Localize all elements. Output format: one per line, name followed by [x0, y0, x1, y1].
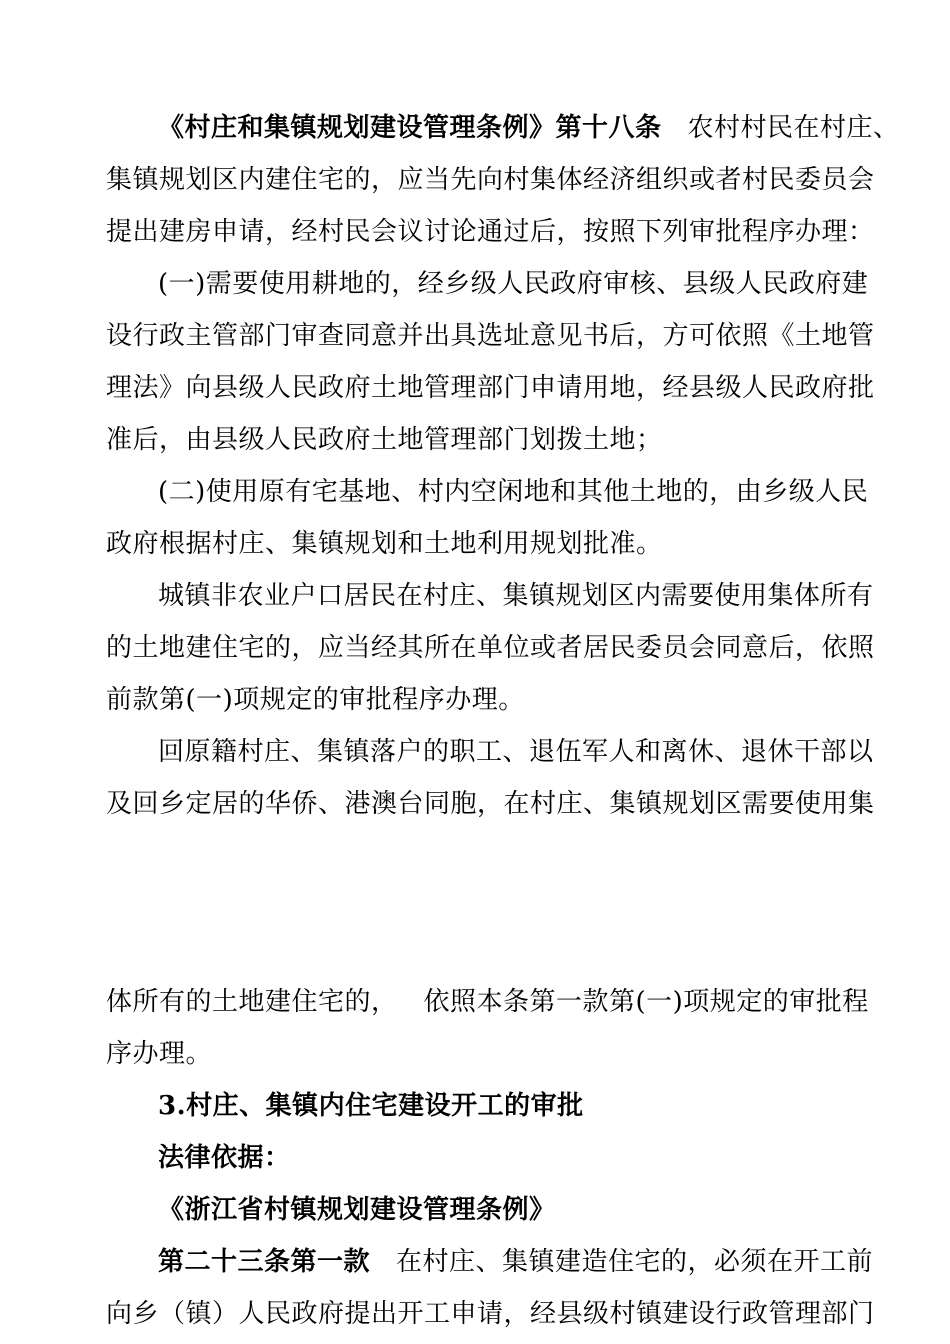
paragraph-line: 体所有的土地建住宅的， 依照本条第一款第(一)项规定的审批程 — [106, 987, 869, 1017]
paragraph-line: 序办理。 — [106, 1039, 213, 1069]
paragraph-line: 提出建房申请，经村民会议讨论通过后，按照下列审批程序办理： — [106, 217, 875, 247]
paragraph-line — [106, 102, 900, 154]
paragraph-line: 回原籍村庄、集镇落户的职工、退伍军人和离休、退休干部以 — [158, 737, 874, 767]
paragraph-line: 及回乡定居的华侨、港澳台同胞，在村庄、集镇规划区需要使用集 — [106, 789, 875, 819]
paragraph-line: 政府根据村庄、集镇规划和土地利用规划批准。 — [106, 529, 663, 559]
regulation-citation: 《村庄和集镇规划建设管理条例》第十八条 — [158, 113, 662, 143]
paragraph-line: (二)使用原有宅基地、村内空闲地和其他土地的，由乡级人民 — [158, 477, 869, 507]
paragraph-line: 理法》向县级人民政府土地管理部门申请用地，经县级人民政府批 — [106, 373, 875, 403]
paragraph-line — [106, 1236, 874, 1288]
paragraph-line: 的土地建住宅的，应当经其所在单位或者居民委员会同意后，依照 — [106, 633, 875, 663]
paragraph-line: 设行政主管部门审查同意并出具选址意见书后，方可依照《土地管 — [106, 321, 875, 351]
paragraph-line: (一)需要使用耕地的，经乡级人民政府审核、县级人民政府建 — [158, 269, 869, 299]
article-citation: 第二十三条第一款 — [158, 1247, 371, 1277]
law-title: 《浙江省村镇规划建设管理条例》 — [158, 1195, 556, 1225]
paragraph-line: 城镇非农业户口居民在村庄、集镇规划区内需要使用集体所有 — [158, 581, 874, 611]
paragraph-line: 向乡（镇）人民政府提出开工申请，经县级村镇建设行政管理部门 — [106, 1299, 875, 1329]
paragraph-line: 集镇规划区内建住宅的，应当先向村集体经济组织或者村民委员会 — [106, 165, 875, 195]
page-gap — [106, 830, 846, 976]
article-text: 在村庄、集镇建造住宅的，必须在开工前 — [396, 1247, 874, 1277]
paragraph-line: 准后，由县级人民政府土地管理部门划拨土地； — [106, 425, 663, 455]
document-page — [106, 102, 900, 1340]
section-heading: 3.村庄、集镇内住宅建设开工的审批 — [158, 1091, 584, 1121]
paragraph-line: 前款第(一)项规定的审批程序办理。 — [106, 685, 525, 715]
legal-basis-label: 法律依据： — [158, 1143, 291, 1173]
regulation-text: 农村村民在村庄、 — [687, 113, 900, 143]
